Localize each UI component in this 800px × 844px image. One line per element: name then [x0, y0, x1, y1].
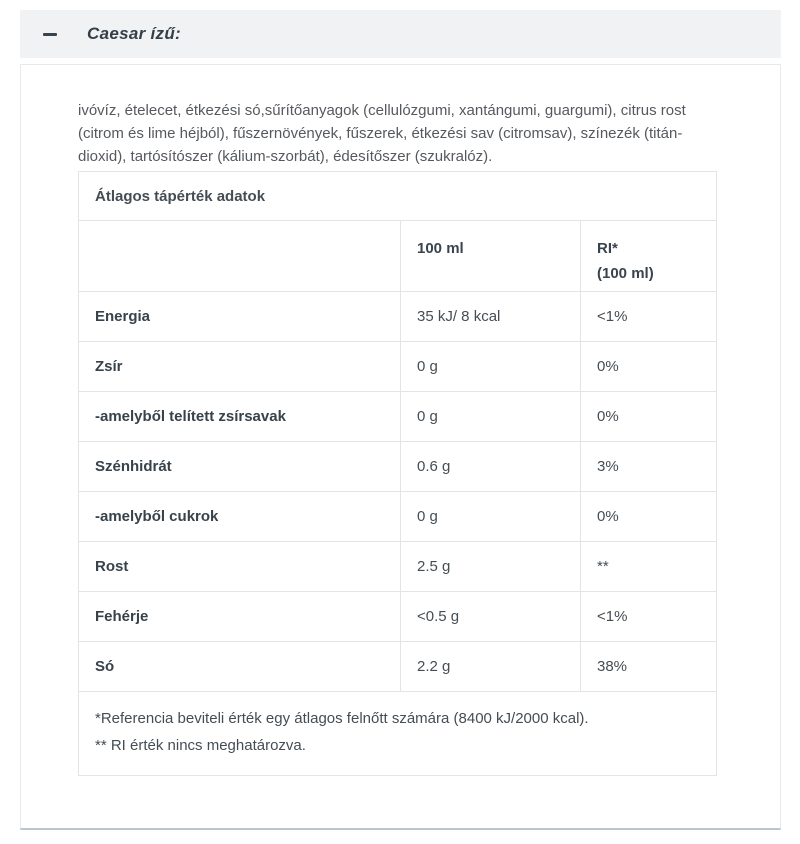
footnote-ri-undefined: ** RI érték nincs meghatározva. — [95, 737, 306, 754]
row-value-100ml: 0 g — [401, 342, 581, 392]
table-row — [79, 642, 717, 692]
table-row — [79, 542, 717, 592]
row-label: -amelyből telített zsírsavak — [79, 392, 401, 442]
row-label: Zsír — [79, 342, 401, 392]
accordion-title: Caesar ízű: — [87, 24, 182, 43]
table-title: Átlagos tápérték adatok — [79, 172, 717, 221]
column-header-empty — [79, 221, 401, 292]
table-row — [79, 392, 717, 442]
row-value-100ml: 0 g — [401, 392, 581, 442]
column-header-ri — [581, 221, 717, 292]
table-row — [79, 342, 717, 392]
table-row — [79, 592, 717, 642]
row-value-100ml: <0.5 g — [401, 592, 581, 642]
row-value-100ml: 0 g — [401, 492, 581, 542]
column-header-ri-line1: RI* — [597, 240, 618, 257]
column-header-ri-line2: (100 ml) — [597, 265, 654, 282]
row-value-100ml: 2.5 g — [401, 542, 581, 592]
row-label: -amelyből cukrok — [79, 492, 401, 542]
row-label: Szénhidrát — [79, 442, 401, 492]
table-row — [79, 492, 717, 542]
row-label: Fehérje — [79, 592, 401, 642]
row-value-ri: 3% — [581, 442, 717, 492]
footnote-reference-intake: *Referencia beviteli érték egy átlagos felnőtt számára (8400 kJ/2000 kcal). — [95, 710, 589, 727]
table-row — [79, 442, 717, 492]
table-column-header-row — [79, 221, 717, 292]
row-value-ri: 0% — [581, 492, 717, 542]
row-value-ri: 38% — [581, 642, 717, 692]
column-header-amount: 100 ml — [401, 221, 581, 292]
accordion-content-panel — [20, 64, 781, 830]
row-label: Rost — [79, 542, 401, 592]
row-value-100ml: 35 kJ/ 8 kcal — [401, 292, 581, 342]
row-label: Só — [79, 642, 401, 692]
accordion-header-caesar[interactable] — [20, 10, 781, 58]
row-value-100ml: 0.6 g — [401, 442, 581, 492]
row-label: Energia — [79, 292, 401, 342]
row-value-ri: <1% — [581, 292, 717, 342]
row-value-ri: <1% — [581, 592, 717, 642]
row-value-ri: 0% — [581, 392, 717, 442]
table-row — [79, 292, 717, 342]
ingredients-paragraph: ivóvíz, ételecet, étkezési só,sűrítőanyagok (cellulózgumi, xantángumi, guargumi), citrus rost (citrom és lime héjból), fűszernövények, fűszerek, étkezési sav (citromsav), színezék (titán-dioxid), tartósítószer (kálium-szorbát), édesítőszer (szukralóz). — [78, 102, 686, 165]
table-footnotes — [79, 692, 717, 776]
flavor-accordion — [20, 10, 781, 830]
nutrition-table — [78, 171, 717, 776]
row-value-100ml: 2.2 g — [401, 642, 581, 692]
row-value-ri: 0% — [581, 342, 717, 392]
collapse-minus-icon[interactable] — [43, 33, 57, 36]
table-footnotes-row — [79, 692, 717, 776]
row-value-ri: ** — [581, 542, 717, 592]
table-title-row — [79, 172, 717, 221]
